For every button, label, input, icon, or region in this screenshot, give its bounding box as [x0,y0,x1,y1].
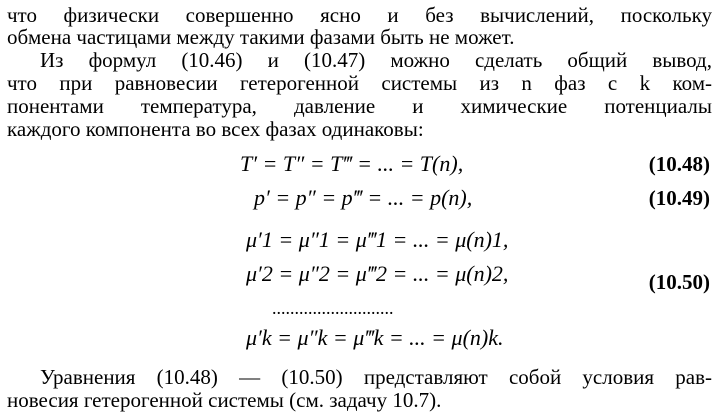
equation-10-50-row: μ′1 = μ″1 = μ‴1 = ... = μ(n)1, [246,227,509,252]
equation-10-48: T′ = T″ = T‴ = ... = T(n), [240,151,464,176]
text-line: Уравнения (10.48) — (10.50) представляют собой условия рав- [40,365,712,389]
equation-10-50-row: μ′2 = μ″2 = μ‴2 = ... = μ(n)2, [246,261,509,286]
text-line: новесия гетерогенной системы (см. задачу 10.7). [7,388,442,412]
equation-number: (10.49) [648,186,710,210]
text-line: каждого компонента во всех фазах одинаковы: [7,117,424,141]
equation-ellipsis-row: ........................... [272,298,394,318]
equation-number: (10.48) [648,152,710,176]
text-line: что физически совершенно ясно и без вычислений, поскольку [7,3,712,27]
equation-10-49: p′ = p″ = p‴ = ... = p(n), [254,185,473,210]
text-line: обмена частицами между такими фазами быть не может. [7,25,515,49]
text-line: понентами температура, давление и химические потенциалы [7,94,712,118]
equation-number: (10.50) [648,270,710,294]
text-line: Из формул (10.46) и (10.47) можно сделать общий вывод, [40,48,712,72]
text-line: что при равновесии гетерогенной системы из n фаз с k ком- [7,71,712,95]
equation-10-50-row: μ′k = μ″k = μ‴k = ... = μ(n)k. [246,325,504,350]
